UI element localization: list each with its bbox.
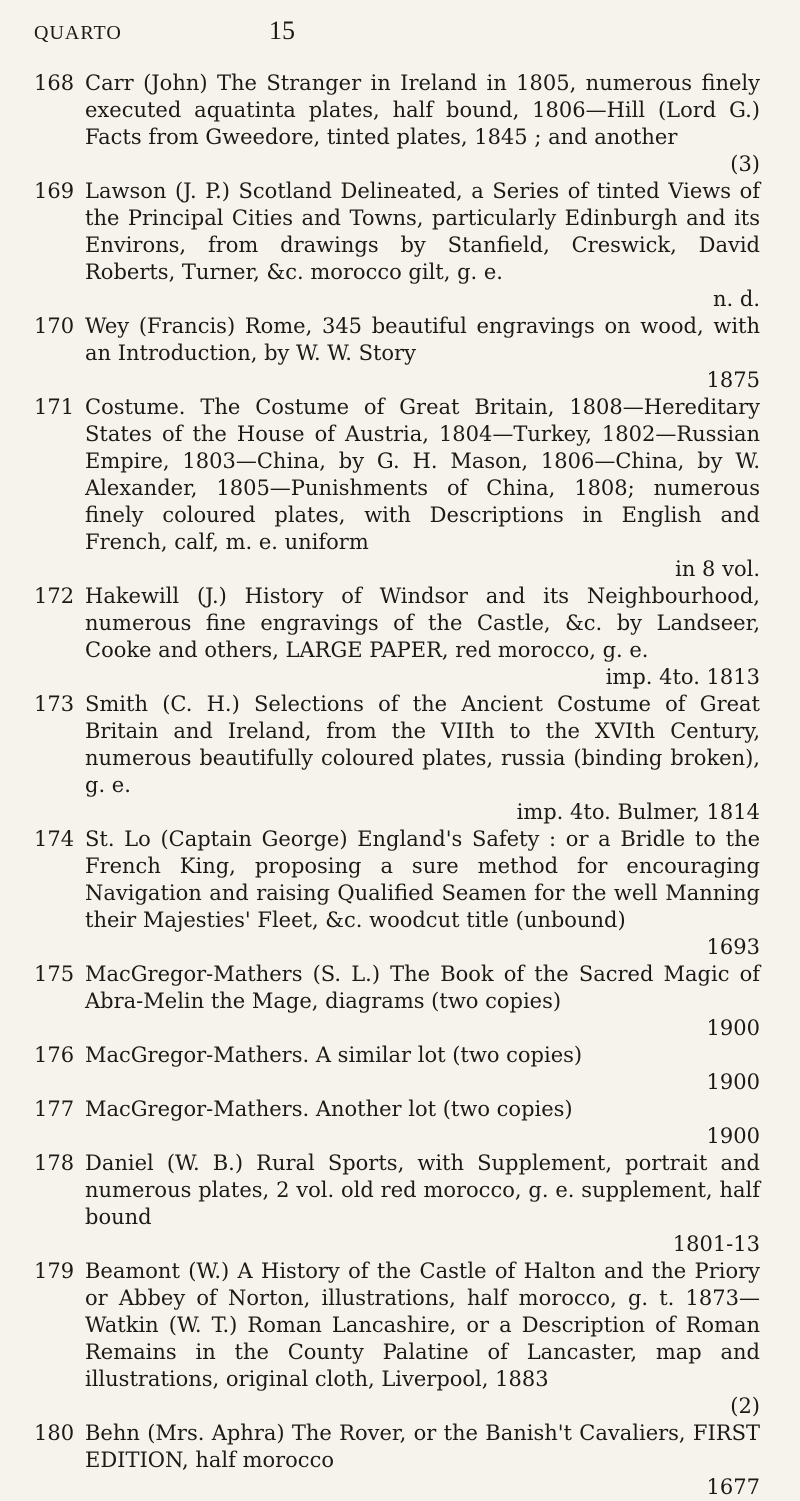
lot-tail: in 8 vol. bbox=[675, 557, 760, 581]
lot-tail: 1677 bbox=[706, 1475, 760, 1499]
catalogue-entry bbox=[34, 70, 760, 178]
lot-tail: imp. 4to. Bulmer, 1814 bbox=[516, 800, 760, 824]
lot-description: Daniel (W. B.) Rural Sports, with Supplement, portrait and numerous plates, 2 vol. old red morocco, g. e. supplement, half bound bbox=[85, 1151, 760, 1229]
page-number: 15 bbox=[269, 16, 295, 45]
lot-number: 179 bbox=[34, 1259, 75, 1283]
catalogue-entry bbox=[34, 961, 760, 1042]
lot-description: Hakewill (J.) History of Windsor and its Neighbourhood, numerous fine engravings of the Castle, &c. by Landseer, Cooke and others, LARGE PAPER, red morocco, g. e. bbox=[85, 584, 760, 662]
lot-description: Costume. The Costume of Great Britain, 1808—Hereditary States of the House of Austria, 1804—Turkey, 1802—Russian Empire, 1803—China, by G. H. Mason, 1806—China, by W. Alexander, 1805—Punishments of China, 1808; numerous finely coloured plates, with Descriptions in English and French, calf, m. e. uniform bbox=[85, 395, 760, 554]
lot-number: 178 bbox=[34, 1151, 75, 1175]
lot-number: 172 bbox=[34, 584, 75, 608]
lot-number: 177 bbox=[34, 1097, 75, 1121]
lot-description: Beamont (W.) A History of the Castle of Halton and the Priory or Abbey of Norton, illustrations, half morocco, g. t. 1873—Watkin (W. T.) Roman Lancashire, or a Description of Roman Remains in the County Palatine of Lancaster, map and illustrations, original cloth, Liverpool, 1883 bbox=[85, 1259, 760, 1391]
catalogue-entry bbox=[34, 1258, 760, 1420]
lot-tail: imp. 4to. 1813 bbox=[605, 665, 760, 689]
lot-tail: 1875 bbox=[706, 368, 760, 392]
lot-tail: (2) bbox=[730, 1394, 760, 1418]
lot-description: Carr (John) The Stranger in Ireland in 1805, numerous finely executed aquatinta plates, half bound, 1806—Hill (Lord G.) Facts from Gweedore, tinted plates, 1845 ; and another bbox=[85, 71, 760, 149]
lot-description: MacGregor-Mathers (S. L.) The Book of the Sacred Magic of Abra-Melin the Mage, diagrams (two copies) bbox=[85, 962, 760, 1013]
catalogue-entry bbox=[34, 691, 760, 826]
lot-description: MacGregor-Mathers. A similar lot (two copies) bbox=[85, 1043, 583, 1067]
catalogue-entry bbox=[34, 1150, 760, 1258]
catalogue-entry bbox=[34, 313, 760, 394]
lot-number: 174 bbox=[34, 827, 75, 851]
lot-description: St. Lo (Captain George) England's Safety : or a Bridle to the French King, proposing a sure method for encouraging Navigation and raising Qualified Seamen for the well Manning their Majesties' Fleet, &c. woodcut title (unbound) bbox=[85, 827, 760, 932]
catalogue-entry bbox=[34, 394, 760, 583]
catalogue-entry bbox=[34, 178, 760, 313]
lot-tail: 1801-13 bbox=[672, 1232, 760, 1256]
lot-tail: 1900 bbox=[706, 1016, 760, 1040]
lot-number: 171 bbox=[34, 395, 75, 419]
catalogue-entry bbox=[34, 826, 760, 961]
lot-number: 173 bbox=[34, 692, 75, 716]
lot-number: 180 bbox=[34, 1421, 75, 1445]
catalogue-entry bbox=[34, 1042, 760, 1096]
lot-description: Wey (Francis) Rome, 345 beautiful engravings on wood, with an Introduction, by W. W. Story bbox=[85, 314, 760, 365]
catalogue-entry bbox=[34, 1096, 760, 1150]
lot-number: 170 bbox=[34, 314, 75, 338]
lot-number: 176 bbox=[34, 1043, 75, 1067]
lot-tail: 1900 bbox=[706, 1124, 760, 1148]
lot-number: 168 bbox=[34, 71, 75, 95]
section-title: QUARTO bbox=[34, 22, 122, 44]
lot-number: 175 bbox=[34, 962, 75, 986]
lot-description: Behn (Mrs. Aphra) The Rover, or the Banish't Cavaliers, FIRST EDITION, half morocco bbox=[85, 1421, 760, 1472]
catalogue-entries bbox=[34, 70, 760, 1501]
lot-number: 169 bbox=[34, 179, 75, 203]
catalogue-entry bbox=[34, 1420, 760, 1501]
lot-description: MacGregor-Mathers. Another lot (two copies) bbox=[85, 1097, 573, 1121]
lot-tail: n. d. bbox=[713, 287, 760, 311]
running-head bbox=[34, 16, 754, 50]
catalogue-entry bbox=[34, 583, 760, 691]
lot-description: Smith (C. H.) Selections of the Ancient Costume of Great Britain and Ireland, from the VIIth to the XVIth Century, numerous beautifully coloured plates, russia (binding broken), g. e. bbox=[85, 692, 760, 797]
lot-description: Lawson (J. P.) Scotland Delineated, a Series of tinted Views of the Principal Cities and Towns, particularly Edinburgh and its Environs, from drawings by Stanfield, Creswick, David Roberts, Turner, &c. morocco gilt, g. e. bbox=[85, 179, 760, 284]
lot-tail: (3) bbox=[730, 152, 760, 176]
lot-tail: 1900 bbox=[706, 1070, 760, 1094]
lot-tail: 1693 bbox=[706, 935, 760, 959]
